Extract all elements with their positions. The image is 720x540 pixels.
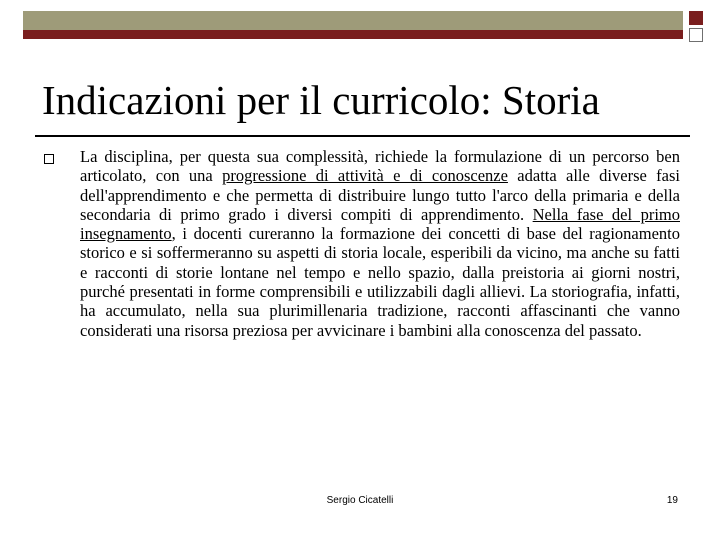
body-text-part: adatta alle diverse fasi dell'apprendimento e che permetta di distribuire lungo tutto l'arco della primaria e della secondaria di primo grado i diversi compiti di apprendimento. [80, 166, 680, 224]
slide-body-text [80, 147, 680, 340]
corner-square-filled [689, 11, 703, 25]
body-text-part: , i docenti cureranno la formazione dei concetti di base del ragionamento storico e si soffermeranno su aspetti di storia locale, esperibili da vicino, ma anche su fatti e racconti di storie lontane nel tempo e nello spazio, dalla preistoria ai giorni nostri, purché presentati in forme comprensibili e utilizzabili dagli allievi. La storiografia, infatti, ha accumulato, nella sua plurimillenaria tradizione, racconti affascinanti che vanno considerati una risorsa preziosa per avvicinare i bambini alla conoscenza del passato. [80, 224, 680, 340]
body-text-part: La disciplina, per questa sua complessità, richiede la formulazione di un percorso ben articolato, con una [80, 147, 680, 186]
title-divider [35, 135, 690, 137]
footer-author: Sergio Cicatelli [326, 495, 394, 506]
square-bullet-icon [44, 154, 54, 164]
slide-title: Indicazioni per il curricolo: Storia [42, 77, 600, 123]
page-number: 19 [666, 495, 678, 506]
underlined-phrase: Nella fase del primo insegnamento [80, 204, 680, 244]
corner-square-outline [689, 28, 703, 42]
underlined-phrase: progressione di attività e di conoscenze [222, 166, 508, 186]
header-accent-line [23, 30, 683, 39]
